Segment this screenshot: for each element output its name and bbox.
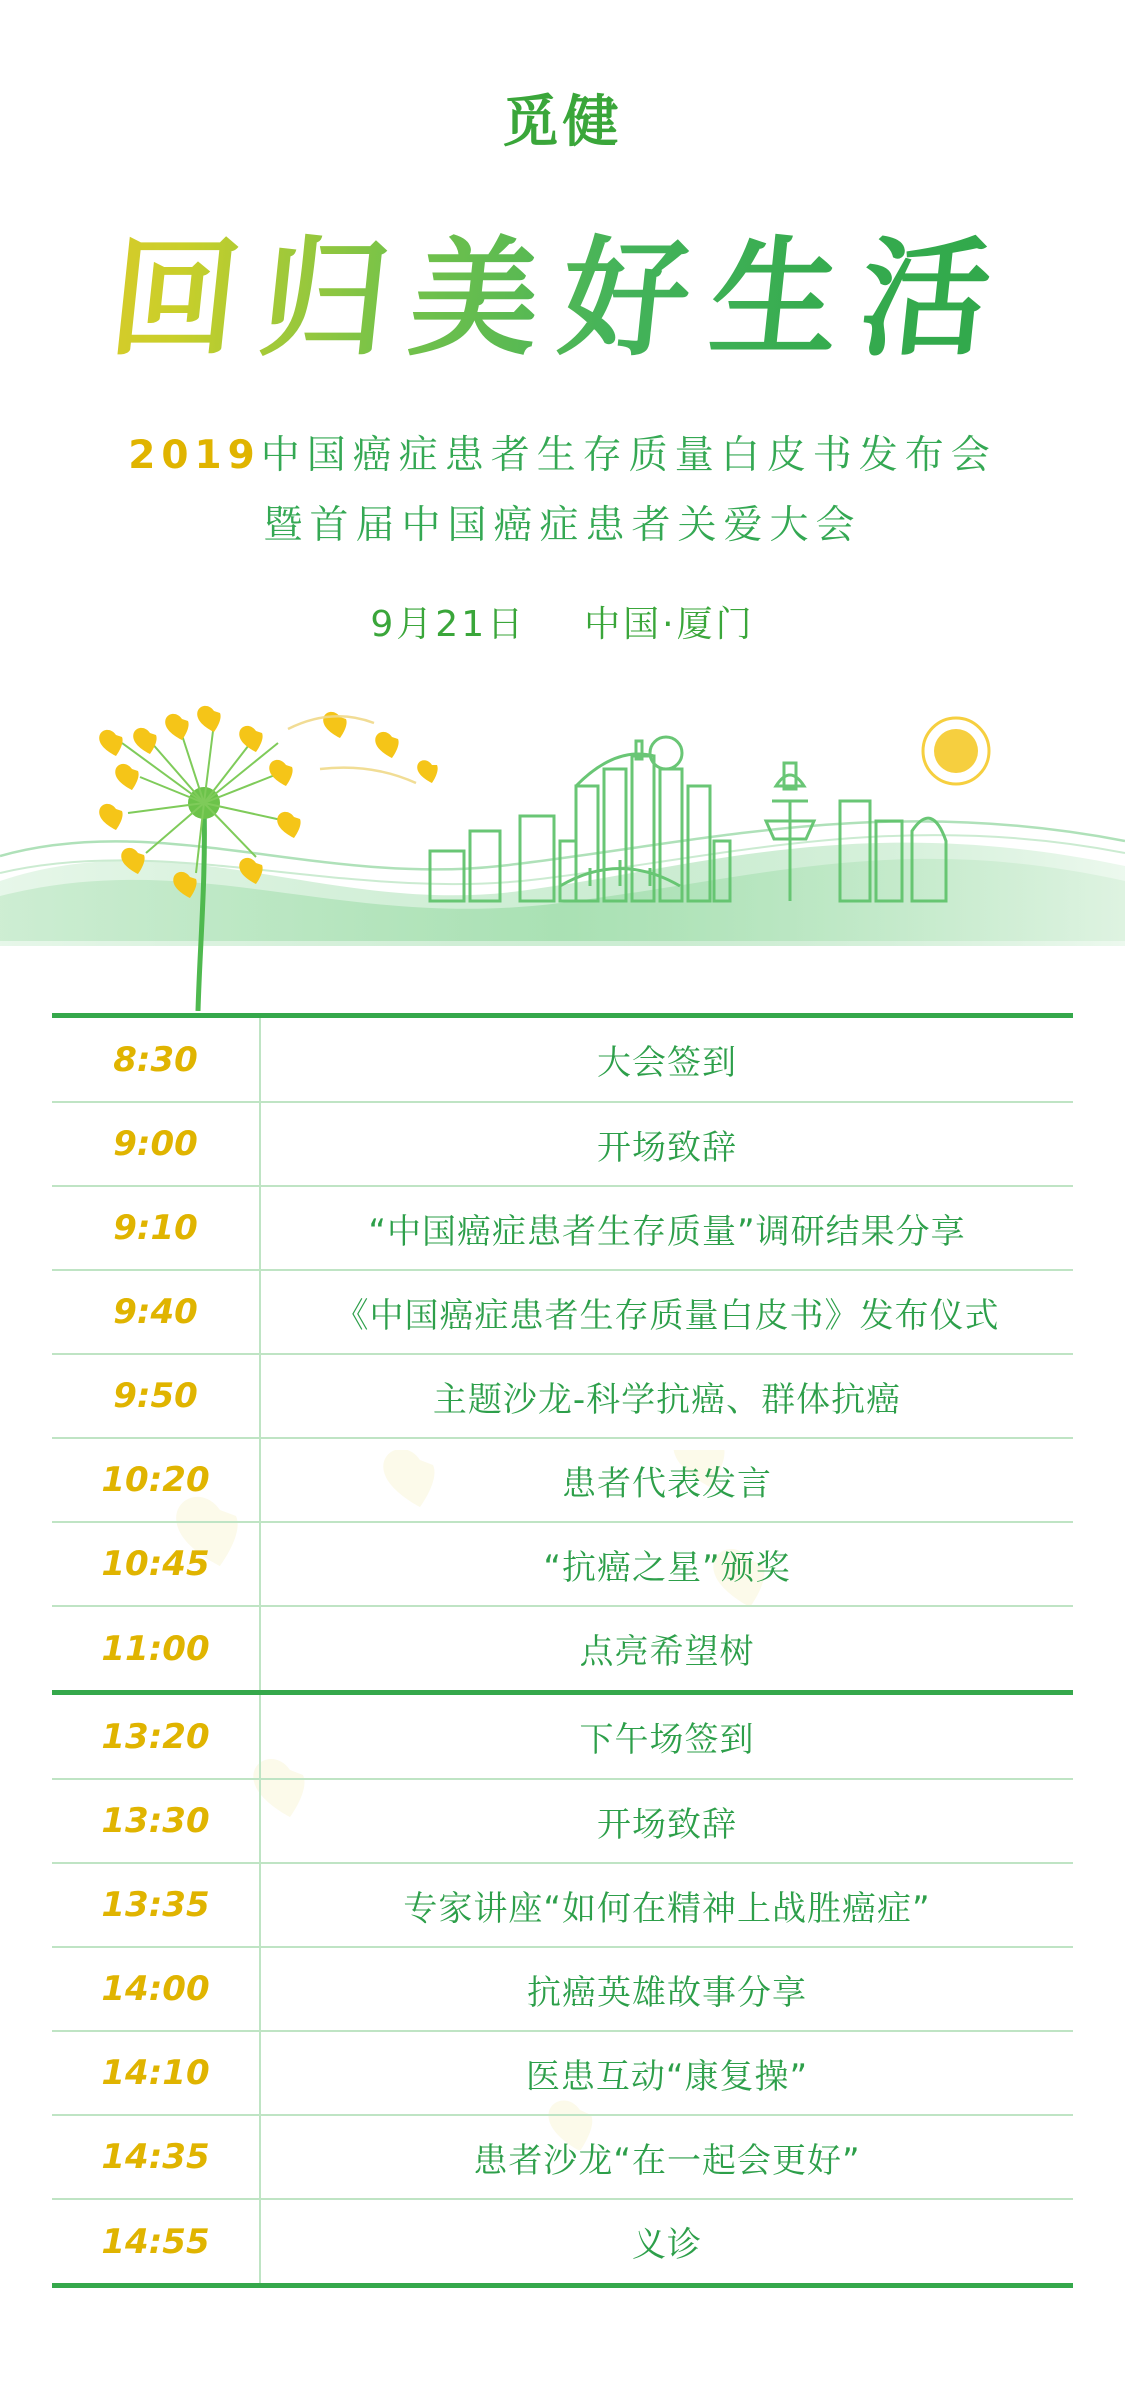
row-topic: “中国癌症患者生存质量”调研结果分享 [260,1186,1073,1270]
agenda-morning-table [52,1018,1073,1690]
row-time: 11:00 [52,1606,260,1690]
row-topic: 开场致辞 [260,1102,1073,1186]
page-title: 回归美好生活 [0,196,1125,380]
row-topic: 患者沙龙“在一起会更好” [260,2115,1073,2199]
table-row [52,1102,1073,1186]
row-topic: 下午场签到 [260,1695,1073,1779]
row-topic: “抗癌之星”颁奖 [260,1522,1073,1606]
row-topic: 患者代表发言 [260,1438,1073,1522]
agenda-morning-body [52,1018,1073,1690]
row-time: 9:50 [52,1354,260,1438]
subtitle-line-2: 暨首届中国癌症患者关爱大会 [263,503,862,548]
agenda-bottom-rule [52,2283,1073,2288]
event-location: 中国·厦门 [584,604,755,645]
row-time: 9:10 [52,1186,260,1270]
table-row [52,2115,1073,2199]
table-row [52,1695,1073,1779]
row-topic: 医患互动“康复操” [260,2031,1073,2115]
table-row [52,1270,1073,1354]
table-row [52,1438,1073,1522]
row-topic: 义诊 [632,2225,702,2265]
row-time: 13:35 [52,1863,260,1947]
subtitle-year: 2019 [128,433,261,478]
row-time: 14:55 [52,2199,260,2283]
agenda-section [52,1013,1073,2288]
table-row [52,1186,1073,1270]
table-row [52,1947,1073,2031]
row-time: 10:45 [52,1522,260,1606]
row-time: 13:30 [52,1779,260,1863]
row-time: 9:40 [52,1270,260,1354]
row-time: 13:20 [52,1695,260,1779]
row-time: 8:30 [52,1018,260,1102]
subtitle-line-1 [0,424,1125,480]
row-topic: 大会签到 [260,1018,1073,1102]
row-topic: 点亮希望树 [579,1632,755,1672]
table-row [52,2199,1073,2283]
event-date-location [0,596,1125,647]
agenda-afternoon-table [52,1695,1073,2283]
table-row [52,1522,1073,1606]
row-topic: 抗癌英雄故事分享 [260,1947,1073,2031]
row-time: 14:00 [52,1947,260,2031]
subtitle-line-1-text: 中国癌症患者生存质量白皮书发布会 [260,433,997,478]
row-time: 14:10 [52,2031,260,2115]
illustration-graphic [0,681,1125,1011]
agenda-afternoon-body [52,1695,1073,2283]
table-row [52,1018,1073,1102]
table-row [52,1779,1073,1863]
row-time: 14:35 [52,2115,260,2199]
illustration-band [0,681,1125,991]
row-topic: 主题沙龙-科学抗癌、群体抗癌 [260,1354,1073,1438]
table-row [52,1354,1073,1438]
row-time: 10:20 [52,1438,260,1522]
brand-name: 觅健 [502,90,623,155]
table-row [52,1606,1073,1690]
table-row [52,1863,1073,1947]
event-date: 9月21日 [370,604,527,645]
row-topic: 专家讲座“如何在精神上战胜癌症” [260,1863,1073,1947]
row-topic: 开场致辞 [260,1779,1073,1863]
row-topic: 《中国癌症患者生存质量白皮书》发布仪式 [260,1270,1073,1354]
table-row [52,2031,1073,2115]
row-time: 9:00 [52,1102,260,1186]
